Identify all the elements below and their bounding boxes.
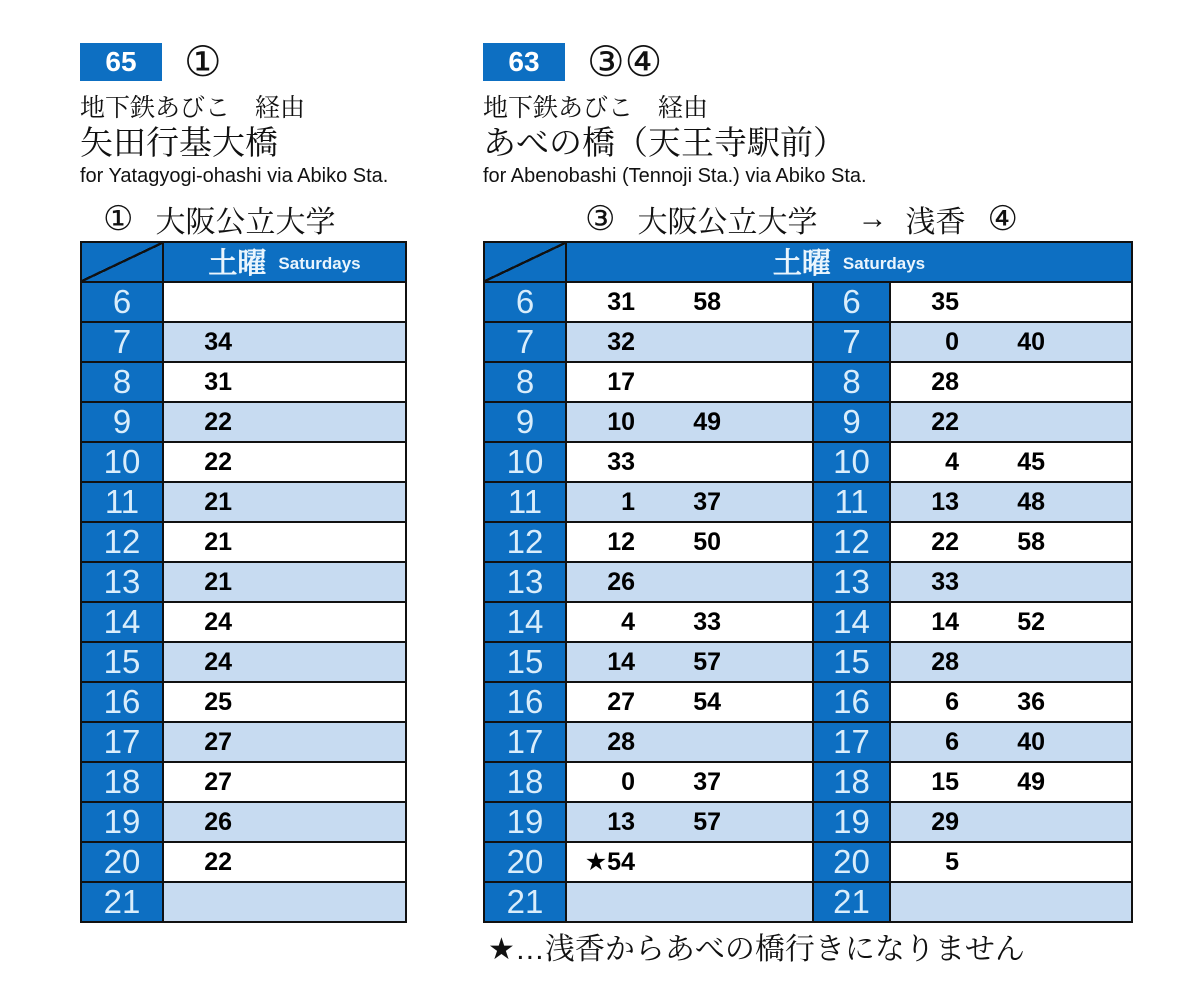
minute-value: 29 [931, 807, 959, 836]
hour-cell: 12 [814, 523, 891, 563]
footnote: ★…浅香からあべの橋行きになりません [488, 933, 1025, 966]
minute-value: 28 [931, 647, 959, 676]
minute-value: 49 [693, 407, 721, 436]
minutes-cell [567, 723, 814, 763]
minutes-cell [164, 323, 407, 363]
day-label-ja: 土曜 [772, 248, 831, 280]
hour-cell: 8 [814, 363, 891, 403]
stop-mark-to: ④ [987, 200, 1018, 238]
minute-value: 12 [607, 527, 635, 556]
hour-cell: 10 [814, 443, 891, 483]
destination-text: あべの橋（天王寺駅前） [483, 124, 846, 161]
hour-cell: 9 [485, 403, 567, 443]
hour-cell: 18 [485, 763, 567, 803]
minutes-cell [891, 723, 1133, 763]
minutes-cell [164, 643, 407, 683]
via-text: 地下鉄あびこ 経由 [483, 94, 709, 122]
hour-cell: 6 [82, 283, 164, 323]
minute-value: 40 [1017, 727, 1045, 756]
minute-value: 27 [607, 687, 635, 716]
minutes-cell [164, 683, 407, 723]
hour-cell: 17 [82, 723, 164, 763]
stop-name-to: 浅香 [905, 206, 966, 239]
minute-value: 27 [204, 767, 232, 796]
hour-cell: 6 [814, 283, 891, 323]
hour-cell: 12 [82, 523, 164, 563]
minutes-cell [891, 323, 1133, 363]
minute-value: 6 [945, 727, 959, 756]
destination-en-text: for Yatagyogi-ohashi via Abiko Sta. [80, 165, 389, 187]
minutes-cell [567, 643, 814, 683]
minute-value: 26 [204, 807, 232, 836]
minute-value: 49 [1017, 767, 1045, 796]
minutes-cell [567, 763, 814, 803]
minutes-cell [891, 443, 1133, 483]
minutes-cell [567, 443, 814, 483]
stop-mark: ① [103, 200, 134, 238]
minutes-cell [567, 883, 814, 923]
stop-mark-from: ③ [585, 200, 616, 238]
minute-value: 28 [931, 367, 959, 396]
minute-value: 22 [204, 447, 232, 476]
minute-value: 58 [1017, 527, 1045, 556]
route-badge-row [483, 38, 867, 85]
hour-cell: 19 [485, 803, 567, 843]
minute-value: 32 [607, 327, 635, 356]
hour-cell: 15 [485, 643, 567, 683]
minute-value: 26 [607, 567, 635, 596]
corner-cell [82, 243, 164, 283]
hour-cell: 10 [82, 443, 164, 483]
minute-value: 57 [693, 647, 721, 676]
minutes-cell [891, 363, 1133, 403]
minute-value: 15 [931, 767, 959, 796]
minutes-cell [891, 483, 1133, 523]
hour-cell: 14 [485, 603, 567, 643]
minutes-cell [164, 403, 407, 443]
minutes-cell [164, 843, 407, 883]
hour-cell: 16 [485, 683, 567, 723]
via-text: 地下鉄あびこ 経由 [80, 94, 306, 122]
minute-value: 4 [621, 607, 635, 636]
minute-value: 1 [621, 487, 635, 516]
route-badge-row [80, 38, 388, 85]
hour-cell: 21 [485, 883, 567, 923]
left-table-title [103, 200, 335, 238]
hour-cell: 9 [814, 403, 891, 443]
minute-value: 50 [693, 527, 721, 556]
minutes-cell [164, 483, 407, 523]
minute-value: 10 [607, 407, 635, 436]
stop-mark: ① [184, 38, 222, 85]
day-label-en: Saturdays [278, 254, 361, 273]
minute-value: 37 [693, 487, 721, 516]
destination-en-text: for Abenobashi (Tennoji Sta.) via Abiko Sta. [483, 165, 867, 187]
hour-cell: 13 [82, 563, 164, 603]
minutes-cell [891, 683, 1133, 723]
minute-value: 28 [607, 727, 635, 756]
minute-value: 35 [931, 287, 959, 316]
minute-value: 22 [931, 407, 959, 436]
minute-value: 31 [607, 287, 635, 316]
hour-cell: 11 [82, 483, 164, 523]
minute-value: 34 [204, 327, 232, 356]
minute-value: 36 [1017, 687, 1045, 716]
minute-value: 25 [204, 687, 232, 716]
minutes-cell [891, 803, 1133, 843]
hour-cell: 20 [485, 843, 567, 883]
left-timetable [80, 241, 407, 923]
minute-value: 5 [945, 847, 959, 876]
hour-cell: 6 [485, 283, 567, 323]
hour-cell: 13 [814, 563, 891, 603]
minutes-cell [164, 763, 407, 803]
minute-value: 52 [1017, 607, 1045, 636]
minute-value: ★54 [584, 848, 635, 876]
hour-cell: 15 [814, 643, 891, 683]
minute-value: 58 [693, 287, 721, 316]
day-header [164, 243, 407, 283]
minute-value: 27 [204, 727, 232, 756]
hour-cell: 11 [485, 483, 567, 523]
hour-cell: 16 [82, 683, 164, 723]
day-label-en: Saturdays [842, 254, 926, 273]
hour-cell: 19 [82, 803, 164, 843]
minutes-cell [891, 403, 1133, 443]
minutes-cell [164, 363, 407, 403]
hour-cell: 12 [485, 523, 567, 563]
corner-cell [485, 243, 567, 283]
hour-cell: 14 [814, 603, 891, 643]
hour-cell: 18 [82, 763, 164, 803]
minutes-cell [891, 523, 1133, 563]
minute-value: 4 [945, 447, 959, 476]
minute-value: 22 [204, 847, 232, 876]
hour-cell: 15 [82, 643, 164, 683]
minute-value: 14 [607, 647, 635, 676]
minutes-cell [164, 443, 407, 483]
minutes-cell [567, 563, 814, 603]
minutes-cell [567, 483, 814, 523]
minutes-cell [164, 883, 407, 923]
minutes-cell [164, 563, 407, 603]
route-header-65 [80, 38, 389, 187]
minutes-cell [567, 283, 814, 323]
minute-value: 21 [204, 567, 232, 596]
hour-cell: 17 [485, 723, 567, 763]
hour-cell: 20 [814, 843, 891, 883]
hour-cell: 7 [814, 323, 891, 363]
right-timetable [483, 241, 1133, 923]
minutes-cell [891, 643, 1133, 683]
minutes-cell [891, 763, 1133, 803]
route-number-badge: 65 [80, 43, 162, 81]
minute-value: 31 [204, 367, 232, 396]
minute-value: 33 [931, 567, 959, 596]
arrow-icon: → [857, 202, 888, 235]
stop-mark: ③④ [587, 38, 663, 85]
hour-cell: 9 [82, 403, 164, 443]
day-header [567, 243, 1133, 283]
minutes-cell [164, 803, 407, 843]
hour-cell: 21 [814, 883, 891, 923]
minute-value: 57 [693, 807, 721, 836]
minutes-cell [891, 843, 1133, 883]
minute-value: 33 [607, 447, 635, 476]
minutes-cell [567, 803, 814, 843]
minutes-cell [891, 883, 1133, 923]
minute-value: 17 [607, 367, 635, 396]
day-label-ja: 土曜 [208, 248, 267, 280]
minutes-cell [567, 683, 814, 723]
hour-cell: 11 [814, 483, 891, 523]
minute-value: 13 [931, 487, 959, 516]
hour-cell: 21 [82, 883, 164, 923]
minute-value: 13 [607, 807, 635, 836]
minute-value: 40 [1017, 327, 1045, 356]
minute-value: 6 [945, 687, 959, 716]
minute-value: 0 [945, 327, 959, 356]
minute-value: 37 [693, 767, 721, 796]
minute-value: 21 [204, 527, 232, 556]
minute-value: 24 [204, 647, 232, 676]
hour-cell: 16 [814, 683, 891, 723]
minute-value: 22 [931, 527, 959, 556]
minutes-cell [567, 603, 814, 643]
minute-value: 14 [931, 607, 959, 636]
minutes-cell [164, 603, 407, 643]
hour-cell: 19 [814, 803, 891, 843]
hour-cell: 10 [485, 443, 567, 483]
minute-value: 45 [1017, 447, 1045, 476]
minutes-cell [567, 523, 814, 563]
stop-name-from: 大阪公立大学 [637, 206, 818, 239]
minutes-cell [567, 323, 814, 363]
hour-cell: 14 [82, 603, 164, 643]
minute-value: 48 [1017, 487, 1045, 516]
route-header-63 [483, 38, 867, 187]
minutes-cell [891, 283, 1133, 323]
minutes-cell [567, 843, 814, 883]
hour-cell: 8 [82, 363, 164, 403]
minutes-cell [164, 523, 407, 563]
minute-value: 22 [204, 407, 232, 436]
stop-name: 大阪公立大学 [155, 206, 336, 239]
minutes-cell [891, 603, 1133, 643]
route-number-badge: 63 [483, 43, 565, 81]
minutes-cell [567, 363, 814, 403]
minutes-cell [567, 403, 814, 443]
right-table-title [585, 200, 1018, 238]
hour-cell: 17 [814, 723, 891, 763]
minute-value: 54 [693, 687, 721, 716]
minutes-cell [164, 283, 407, 323]
destination-text: 矢田行基大橋 [80, 124, 278, 161]
hour-cell: 13 [485, 563, 567, 603]
minutes-cell [891, 563, 1133, 603]
minute-value: 0 [621, 767, 635, 796]
hour-cell: 7 [485, 323, 567, 363]
hour-cell: 18 [814, 763, 891, 803]
hour-cell: 8 [485, 363, 567, 403]
minutes-cell [164, 723, 407, 763]
hour-cell: 7 [82, 323, 164, 363]
hour-cell: 20 [82, 843, 164, 883]
minute-value: 33 [693, 607, 721, 636]
minute-value: 24 [204, 607, 232, 636]
minute-value: 21 [204, 487, 232, 516]
